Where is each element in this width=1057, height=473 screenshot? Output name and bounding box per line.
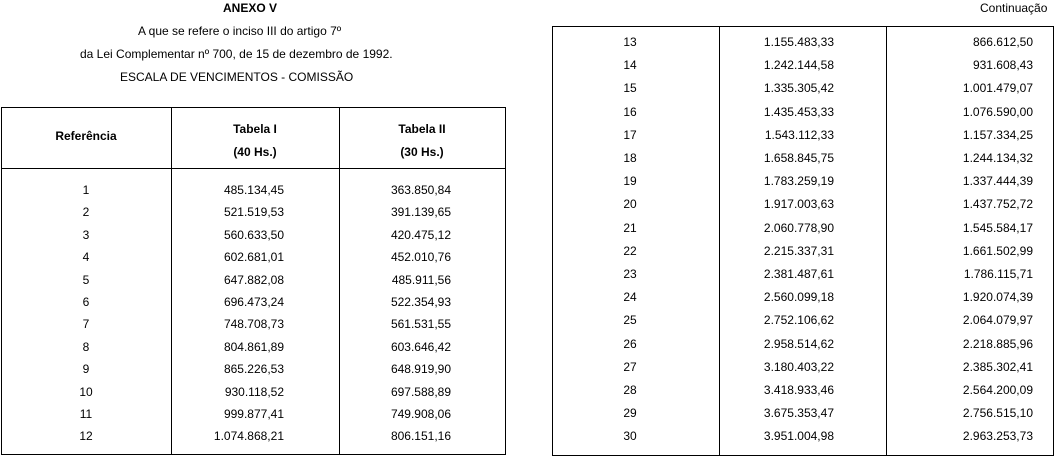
- reference-cell: 24: [623, 290, 637, 305]
- tabela-1-value: 1.658.845,75: [763, 151, 834, 165]
- tabela-1-value: 748.708,73: [223, 317, 284, 332]
- tabela-2-value: 522.354,93: [390, 295, 451, 309]
- reference-cell: 23: [623, 267, 637, 281]
- continuation-label: Continuação: [980, 1, 1048, 15]
- reference-cell: 27: [623, 359, 637, 374]
- tabela-2-value: 2.064.079,97: [962, 313, 1033, 328]
- tabela-1-value: 1.917.003,63: [763, 197, 834, 212]
- tabela-1-value: 1.435.453,33: [763, 104, 834, 119]
- tabela-2-value: 1.337.444,39: [962, 174, 1033, 189]
- salary-table-right: [552, 26, 1054, 456]
- tabela-1-value: 1.335.305,42: [763, 81, 834, 96]
- tabela-1-value: 521.519,53: [223, 205, 284, 220]
- reference-cell: 1: [82, 183, 90, 197]
- tabela-1-value: 930.118,52: [224, 384, 284, 399]
- table-border: [1, 108, 2, 454]
- tabela-2-value: 2.564.200,09: [962, 383, 1033, 397]
- tabela-1-value: 804.861,89: [223, 339, 284, 354]
- tabela-2-value: 1.661.502,99: [962, 243, 1033, 258]
- header-line-1: A que se refere o inciso III do artigo 7º: [138, 24, 342, 38]
- reference-cell: 28: [623, 383, 637, 397]
- tabela-2-value: 2.963.253,73: [962, 429, 1033, 444]
- reference-cell: 21: [623, 220, 637, 235]
- column-header-tabela-1: Tabela I: [233, 122, 277, 136]
- reference-cell: 20: [623, 197, 637, 212]
- tabela-2-value: 2.756.515,10: [962, 406, 1033, 421]
- tabela-2-value: 1.157.334,25: [962, 127, 1033, 142]
- reference-cell: 30: [623, 429, 637, 444]
- reference-cell: 6: [82, 295, 90, 309]
- tabela-2-value: 931.608,43: [972, 58, 1033, 73]
- reference-cell: 11: [79, 407, 93, 421]
- tabela-1-value: 3.951.004,98: [763, 429, 834, 444]
- header-divider: [1, 168, 506, 169]
- tabela-1-value: 2.958.514,62: [763, 336, 834, 351]
- tabela-2-value: 1.786.115,71: [963, 267, 1033, 281]
- reference-cell: 15: [623, 81, 637, 96]
- header-line-3: ESCALA DE VENCIMENTOS - COMISSÃO: [120, 70, 354, 84]
- annex-title: ANEXO V: [223, 1, 278, 15]
- tabela-1-value: 602.681,01: [223, 250, 284, 265]
- reference-cell: 17: [623, 127, 637, 142]
- tabela-1-value: 560.633,50: [223, 227, 284, 242]
- reference-cell: 3: [82, 227, 90, 242]
- tabela-2-value: 1.920.074,39: [962, 290, 1033, 305]
- tabela-2-value: 420.475,12: [390, 227, 451, 242]
- reference-cell: 29: [623, 406, 637, 421]
- tabela-2-value: 1.545.584,17: [962, 220, 1033, 235]
- tabela-1-value: 647.882,08: [223, 272, 284, 287]
- tabela-1-value: 3.418.933,46: [763, 383, 834, 397]
- column-header-tabela-2: Tabela II: [398, 122, 446, 136]
- reference-cell: 5: [82, 272, 90, 287]
- tabela-2-value: 648.919,90: [390, 362, 451, 377]
- tabela-1-value: 1.242.144,58: [763, 58, 834, 73]
- salary-table-left: [1, 107, 506, 455]
- reference-cell: 12: [79, 429, 93, 444]
- tabela-2-value: 363.850,84: [390, 183, 451, 197]
- tabela-2-value: 1.437.752,72: [962, 197, 1033, 212]
- tabela-1-value: 2.560.099,18: [763, 290, 834, 305]
- tabela-1-value: 3.675.353,47: [763, 406, 834, 421]
- reference-cell: 9: [82, 362, 90, 377]
- tabela-2-value: 2.218.885,96: [962, 336, 1033, 351]
- reference-cell: 14: [623, 58, 637, 73]
- tabela-1-value: 2.060.778,90: [763, 220, 834, 235]
- tabela-1-value: 999.877,41: [223, 407, 284, 421]
- tabela-2-value: 2.385.302,41: [962, 359, 1033, 374]
- tabela-1-value: 2.215.337,31: [763, 243, 834, 258]
- reference-cell: 4: [82, 250, 90, 265]
- tabela-1-value: 1.543.112,33: [764, 127, 834, 142]
- tabela-2-value: 697.588,89: [390, 384, 451, 399]
- tabela-2-value: 1.076.590,00: [962, 104, 1033, 119]
- tabela-2-value: 561.531,55: [390, 317, 451, 332]
- tabela-2-value: 485.911,56: [391, 272, 451, 287]
- reference-cell: 25: [623, 313, 637, 328]
- reference-cell: 19: [623, 174, 637, 189]
- reference-cell: 16: [623, 104, 637, 119]
- tabela-2-value: 1.244.134,32: [962, 151, 1033, 165]
- column-header-tabela-2-hours: (30 Hs.): [400, 145, 444, 159]
- tabela-2-value: 866.612,50: [972, 35, 1033, 49]
- reference-cell: 8: [82, 339, 90, 354]
- header-line-2: da Lei Complementar nº 700, de 15 de dezembro de 1992.: [80, 47, 393, 61]
- reference-cell: 18: [623, 151, 637, 165]
- tabela-2-value: 749.908,06: [390, 407, 451, 421]
- tabela-2-value: 391.139,65: [390, 205, 451, 220]
- column-header-referencia: Referência: [55, 129, 117, 143]
- tabela-1-value: 3.180.403,22: [763, 359, 834, 374]
- tabela-1-value: 1.783.259,19: [763, 174, 834, 189]
- reference-cell: 7: [82, 317, 90, 332]
- reference-cell: 13: [623, 35, 637, 49]
- tabela-1-value: 2.381.487,61: [763, 267, 834, 281]
- tabela-1-value: 696.473,24: [223, 295, 284, 309]
- tabela-1-value: 485.134,45: [223, 183, 284, 197]
- tabela-2-value: 806.151,16: [390, 429, 451, 444]
- tabela-1-value: 2.752.106,62: [763, 313, 834, 328]
- tabela-1-value: 865.226,53: [223, 362, 284, 377]
- tabela-2-value: 603.646,42: [390, 339, 451, 354]
- column-divider: [886, 27, 887, 455]
- reference-cell: 2: [82, 205, 90, 220]
- tabela-1-value: 1.074.868,21: [213, 429, 284, 444]
- table-border: [505, 108, 506, 454]
- tabela-2-value: 1.001.479,07: [962, 81, 1033, 96]
- reference-cell: 26: [623, 336, 637, 351]
- column-header-tabela-1-hours: (40 Hs.): [233, 145, 277, 159]
- reference-cell: 22: [623, 243, 637, 258]
- tabela-2-value: 452.010,76: [390, 250, 451, 265]
- tabela-1-value: 1.155.483,33: [763, 35, 834, 49]
- reference-cell: 10: [79, 384, 93, 399]
